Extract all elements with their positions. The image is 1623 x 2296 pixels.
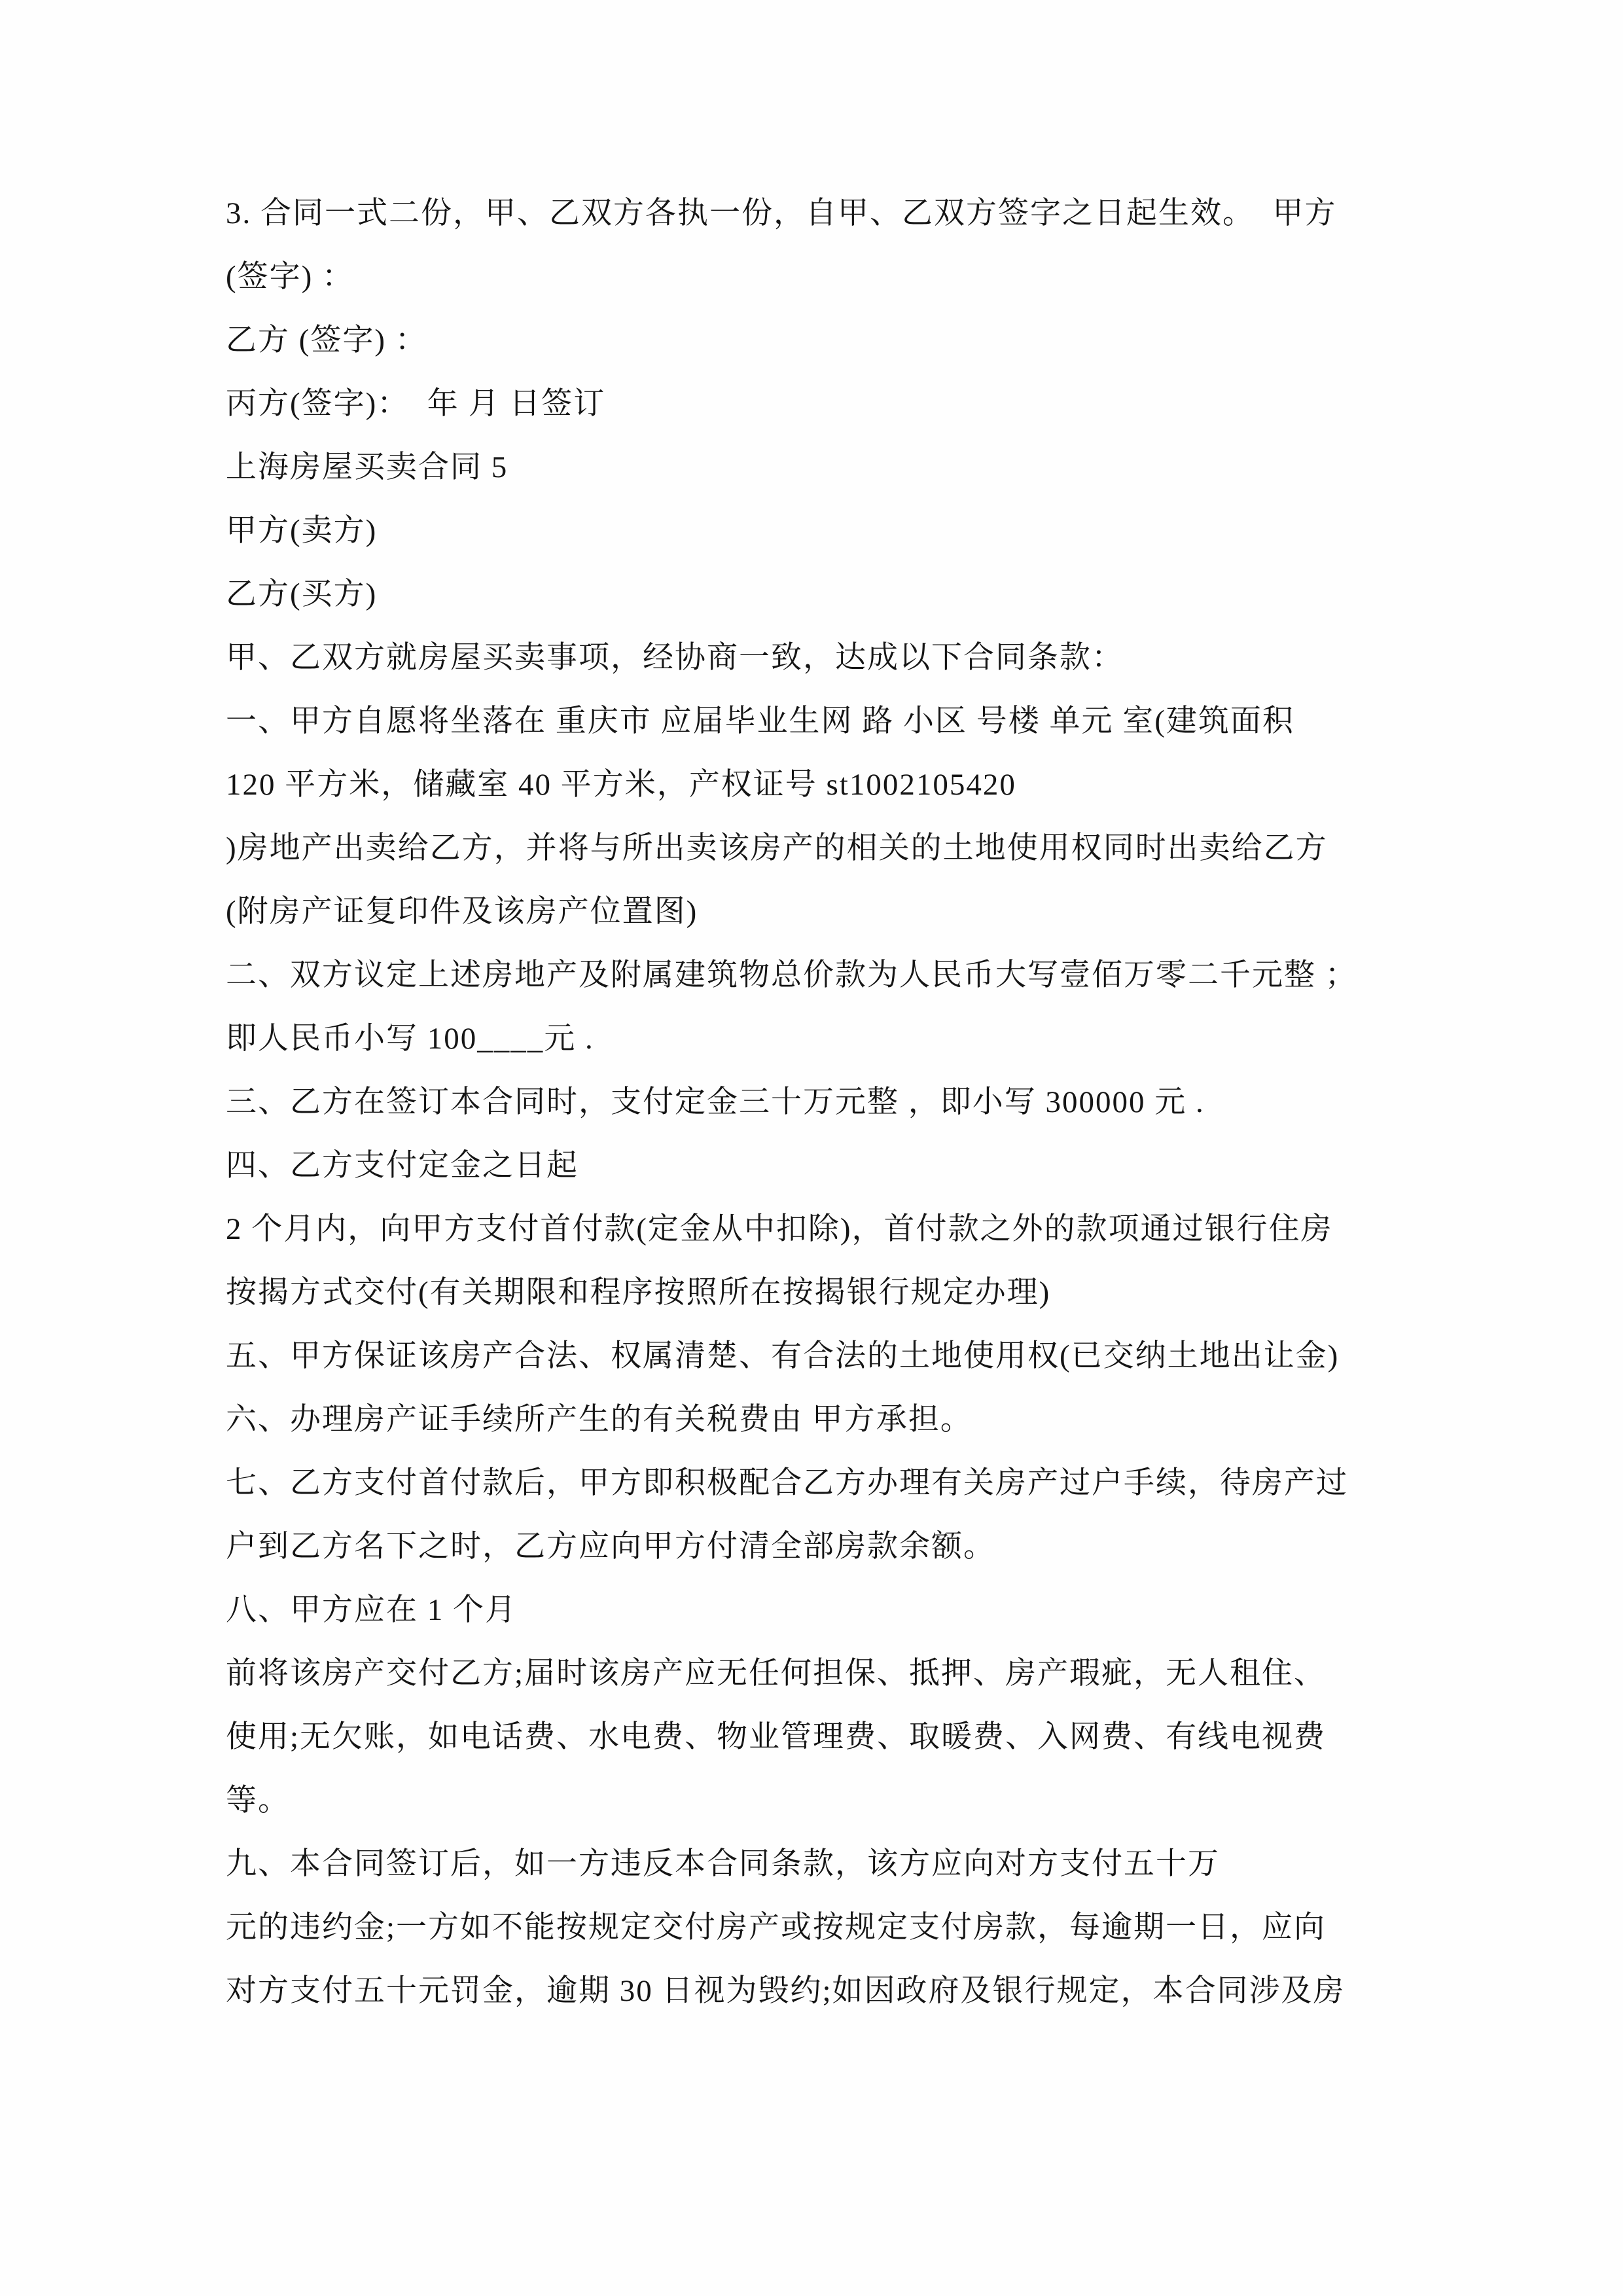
text-line: 前将该房产交付乙方;届时该房产应无任何担保、抵押、房产瑕疵，无人租住、 (226, 1657, 1327, 1691)
text-line: 一、甲方自愿将坐落在 重庆市 应届毕业生网 路 小区 号楼 单元 室(建筑面积 (226, 704, 1294, 738)
text-line: 上海房屋买卖合同 5 (226, 450, 508, 484)
text-line: 三、乙方在签订本合同时，支付定金三十万元整 ，即小写 300000 元 . (226, 1085, 1205, 1119)
text-line: 丙方(签字)： 年 月 日签订 (226, 387, 606, 421)
text-line: 五、甲方保证该房产合法、权属清楚、有合法的土地使用权(已交纳土地出让金) (226, 1339, 1340, 1373)
text-line: 3. 合同一式二份，甲、乙双方各执一份，自甲、乙双方签字之日起生效。 甲方 (226, 196, 1337, 230)
text-line: 户到乙方名下之时，乙方应向甲方付清全部房款余额。 (226, 1530, 995, 1564)
text-line: 七、乙方支付首付款后，甲方即积极配合乙方办理有关房产过户手续，待房产过 (226, 1466, 1348, 1500)
text-line: 即人民币小写 100____元 . (226, 1022, 594, 1056)
text-line: 甲方(卖方) (226, 514, 378, 548)
text-line: 120 平方米，储藏室 40 平方米，产权证号 st1002105420 (226, 768, 1016, 802)
text-line: 八、甲方应在 1 个月 (226, 1593, 517, 1627)
text-line: 九、本合同签订后，如一方违反本合同条款，该方应向对方支付五十万 (226, 1847, 1220, 1881)
text-line: 使用;无欠账，如电话费、水电费、物业管理费、取暖费、入网费、有线电视费 (226, 1720, 1327, 1754)
text-line: 按揭方式交付(有关期限和程序按照所在按揭银行规定办理) (226, 1276, 1051, 1310)
text-line: 等。 (226, 1784, 290, 1818)
text-line: 甲、乙双方就房屋买卖事项，经协商一致，达成以下合同条款： (226, 641, 1124, 675)
text-line: 四、乙方支付定金之日起 (226, 1149, 579, 1183)
text-line: 乙方 (签字) ： (226, 323, 427, 357)
text-line: 2 个月内，向甲方支付首付款(定金从中扣除)，首付款之外的款项通过银行住房 (226, 1212, 1333, 1246)
text-line: 对方支付五十元罚金，逾期 30 日视为毁约;如因政府及银行规定，本合同涉及房 (226, 1974, 1346, 2008)
text-line: 六、办理房产证手续所产生的有关税费由 甲方承担。 (226, 1403, 972, 1437)
text-line: 乙方(买方) (226, 577, 378, 611)
text-line: 元的违约金;一方如不能按规定交付房产或按规定支付房款，每逾期一日，应向 (226, 1910, 1327, 1945)
text-line: (附房产证复印件及该房产位置图) (226, 895, 698, 929)
text-line: 二、双方议定上述房地产及附属建筑物总价款为人民币大写壹佰万零二千元整 ； (226, 958, 1357, 992)
text-line: (签字) ： (226, 260, 355, 294)
text-line: )房地产出卖给乙方，并将与所出卖该房产的相关的土地使用权同时出卖给乙方 (226, 831, 1328, 865)
